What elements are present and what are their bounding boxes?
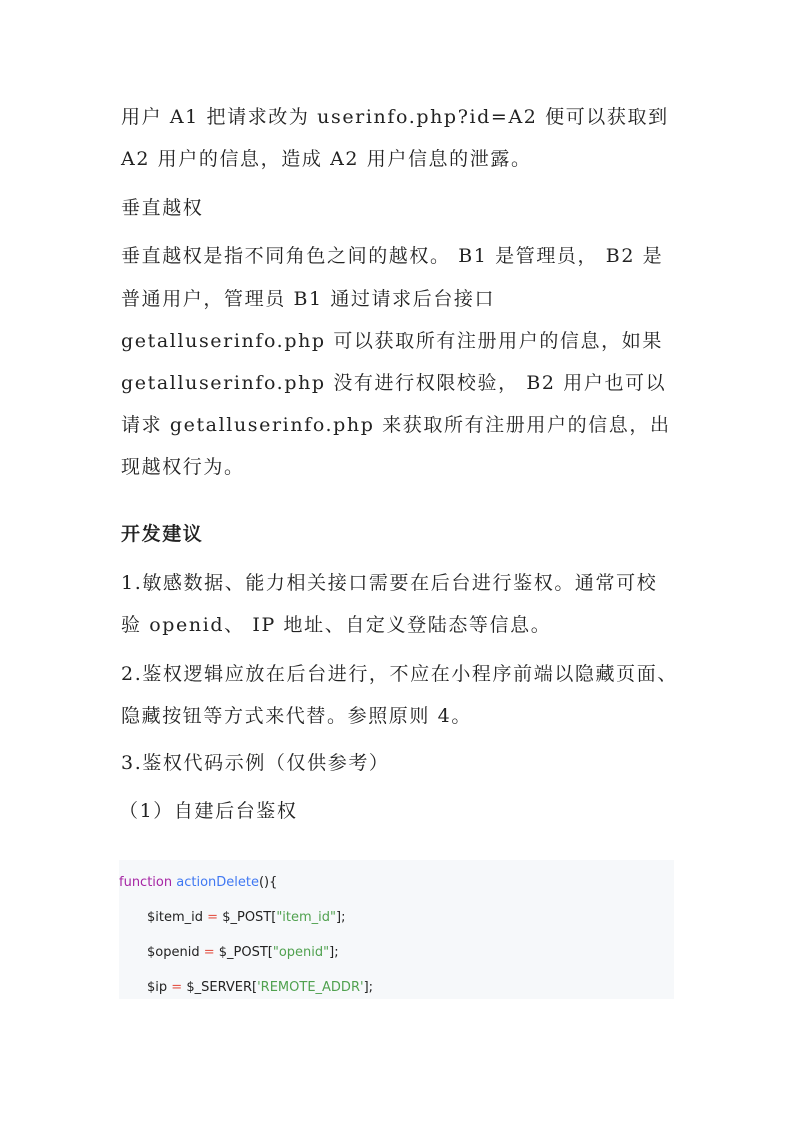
paragraph-vertical-privilege-line-6: 现越权行为。 <box>121 456 245 478</box>
paragraph-vertical-privilege-line-1: 垂直越权是指不同角色之间的越权。 B1 是管理员， B2 是 <box>121 245 664 267</box>
code-line-2 <box>147 909 345 927</box>
code-source: $_POST[ <box>222 910 277 925</box>
code-operator: = <box>207 910 219 925</box>
code-string: 'REMOTE_ADDR' <box>257 980 364 995</box>
advice-2-line-2: 隐藏按钮等方式来代替。参照原则 4。 <box>121 705 472 727</box>
code-block <box>119 860 674 999</box>
code-source: $_POST[ <box>218 945 273 960</box>
code-function-name: actionDelete <box>176 875 259 890</box>
advice-2-line-1: 2.鉴权逻辑应放在后台进行，不应在小程序前端以隐藏页面、 <box>121 663 678 685</box>
paragraph-horizontal-privilege-line-2: A2 用户的信息，造成 A2 用户信息的泄露。 <box>121 148 532 170</box>
advice-1-line-2: 验 openid、 IP 地址、自定义登陆态等信息。 <box>121 614 552 636</box>
heading-development-advice: 开发建议 <box>121 523 204 545</box>
section-title-vertical-privilege: 垂直越权 <box>121 197 204 219</box>
paragraph-horizontal-privilege-line-1: 用户 A1 把请求改为 userinfo.php?id=A2 便可以获取到 <box>121 106 669 128</box>
code-punctuation: ]; <box>329 945 339 960</box>
code-variable: $openid <box>147 945 200 960</box>
advice-3-line: 3.鉴权代码示例（仅供参考） <box>121 752 390 774</box>
code-line-3 <box>147 944 339 962</box>
code-punctuation: ]; <box>336 910 346 925</box>
code-keyword: function <box>119 875 173 890</box>
paragraph-vertical-privilege-line-4: getalluserinfo.php 没有进行权限校验， B2 用户也可以 <box>121 372 667 394</box>
code-punctuation: ]; <box>363 980 374 995</box>
code-punctuation: (){ <box>258 875 278 890</box>
paragraph-vertical-privilege-line-2: 普通用户，管理员 B1 通过请求后台接口 <box>121 288 496 310</box>
advice-1-line-1: 1.敏感数据、能力相关接口需要在后台进行鉴权。通常可校 <box>121 572 658 594</box>
code-string: "openid" <box>272 945 330 960</box>
paragraph-vertical-privilege-line-3: getalluserinfo.php 可以获取所有注册用户的信息，如果 <box>121 330 663 352</box>
code-line-1 <box>119 874 277 892</box>
code-line-4 <box>147 979 373 997</box>
paragraph-vertical-privilege-line-5: 请求 getalluserinfo.php 来获取所有注册用户的信息，出 <box>121 414 671 436</box>
code-source: $_SERVER[ <box>186 980 258 995</box>
code-operator: = <box>203 945 215 960</box>
subheading-self-built-backend-auth: （1）自建后台鉴权 <box>119 800 298 822</box>
code-variable: $ip <box>147 980 168 995</box>
code-string: "item_id" <box>276 910 337 925</box>
code-operator: = <box>171 980 183 995</box>
code-variable: $item_id <box>147 910 204 925</box>
